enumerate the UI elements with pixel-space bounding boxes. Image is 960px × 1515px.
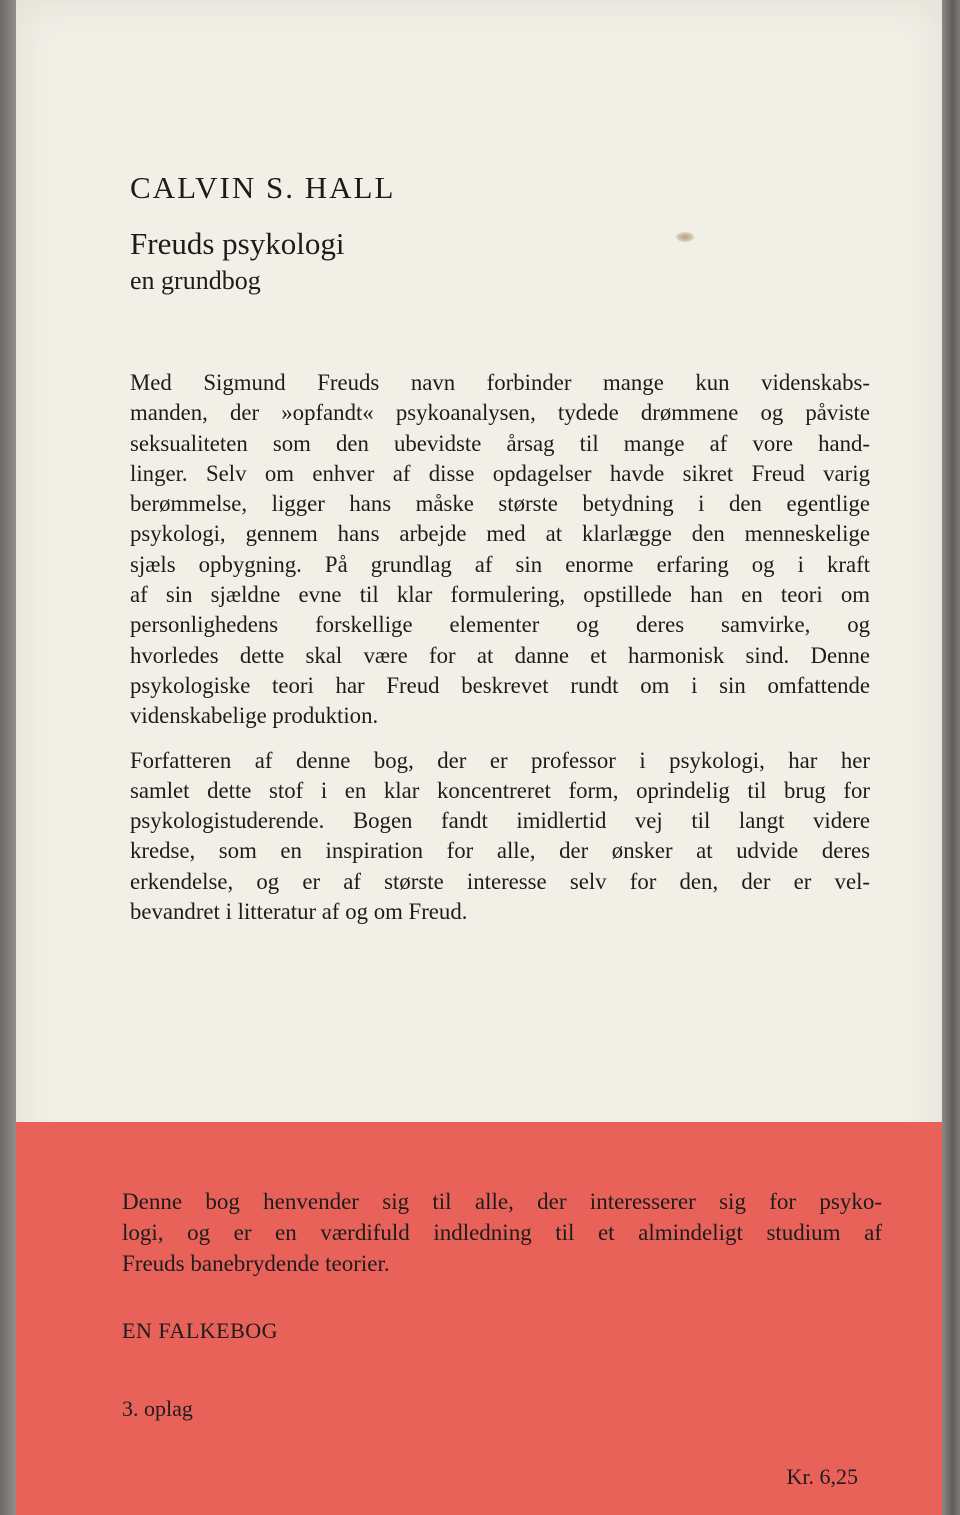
blurb bbox=[130, 368, 870, 941]
blurb-line: psykologiske teori har Freud beskrevet rundt om i sin omfattende bbox=[130, 672, 870, 698]
blurb-line: erkendelse, og er af største interesse selv for den, der er vel- bbox=[130, 868, 870, 894]
blurb-line: manden, der »opfandt« psykoanalysen, tydede drømmene og påviste bbox=[130, 400, 870, 426]
blurb-line: psykologistuderende. Bogen fandt imidlertid vej til langt videre bbox=[130, 808, 870, 834]
blurb-line: bevandret i litteratur af og om Freud. bbox=[130, 899, 468, 925]
band-line: Freuds banebrydende teorier. bbox=[122, 1251, 390, 1276]
band-text bbox=[122, 1186, 882, 1279]
blurb-line: psykologi, gennem hans arbejde med at klarlægge den menneskelige bbox=[130, 521, 870, 547]
blurb-line: linger. Selv om enhver af disse opdagelser havde sikret Freud varig bbox=[130, 460, 870, 486]
blurb-line: af sin sjældne evne til klar formulering, opstillede han en teori om bbox=[130, 582, 870, 608]
blurb-line: videnskabelige produktion. bbox=[130, 703, 379, 729]
paper-stain bbox=[676, 232, 694, 242]
blurb-line: seksualiteten som den ubevidste årsag til mange af vore hand- bbox=[130, 430, 870, 456]
blurb-line: berømmelse, ligger hans måske største betydning i den egentlige bbox=[130, 491, 870, 517]
publisher-series: EN FALKEBOG bbox=[122, 1318, 279, 1343]
book-subtitle: en grundbog bbox=[130, 266, 261, 295]
blurb-paragraph-2 bbox=[130, 746, 870, 928]
book-title: Freuds psykologi bbox=[130, 226, 345, 261]
author-name: CALVIN S. HALL bbox=[130, 170, 396, 205]
blurb-line: hvorledes dette skal være for at danne et harmonisk sind. Denne bbox=[130, 642, 870, 668]
blurb-line: personlighedens forskellige elementer og deres samvirke, og bbox=[130, 612, 870, 638]
book-spine-edge bbox=[0, 0, 16, 1515]
blurb-line: samlet dette stof i en klar koncentreret form, oprindelig til brug for bbox=[130, 777, 870, 803]
blurb-line: Med Sigmund Freuds navn forbinder mange kun videnskabs- bbox=[130, 370, 870, 395]
red-band bbox=[16, 1122, 942, 1515]
page-edge bbox=[942, 0, 960, 1515]
blurb-paragraph-1 bbox=[130, 368, 870, 732]
blurb-line: sjæls opbygning. På grundlag af sin enorme erfaring og i kraft bbox=[130, 551, 870, 577]
band-line: logi, og er en værdifuld indledning til et almindeligt studium af bbox=[122, 1220, 882, 1245]
band-line: Denne bog henvender sig til alle, der interesserer sig for psyko- bbox=[122, 1189, 882, 1214]
edition-note: 3. oplag bbox=[122, 1396, 193, 1421]
book-back-cover bbox=[16, 0, 942, 1515]
blurb-line: kredse, som en inspiration for alle, der ønsker at udvide deres bbox=[130, 838, 870, 864]
blurb-line: Forfatteren af denne bog, der er professor i psykologi, har her bbox=[130, 747, 870, 773]
price-label: Kr. 6,25 bbox=[786, 1464, 858, 1489]
